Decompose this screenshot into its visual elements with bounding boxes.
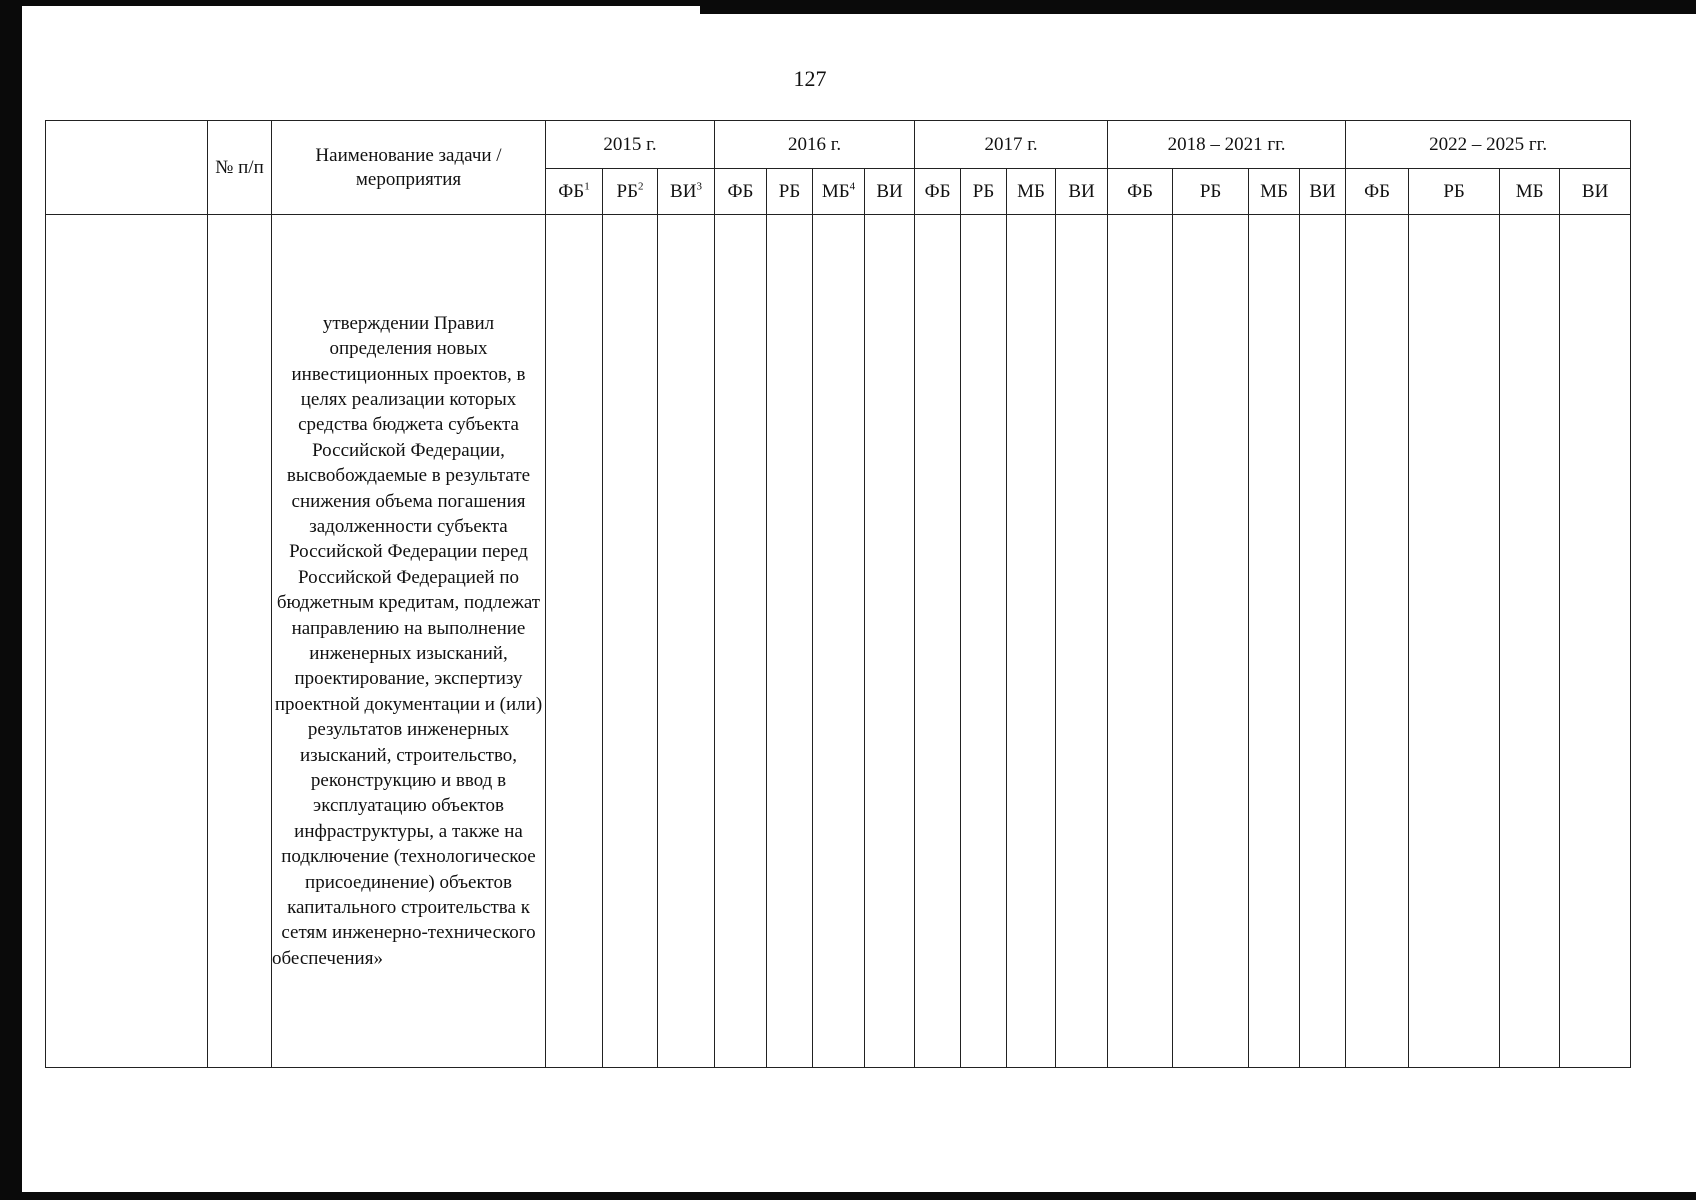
header-year-2022-2025: 2022 – 2025 гг.	[1346, 121, 1631, 169]
cell-fb-2018-2021	[1108, 215, 1173, 1068]
header-vi-2018-2021: ВИ	[1300, 169, 1346, 215]
header-year-2015: 2015 г.	[546, 121, 715, 169]
header-rb-2022-2025: РБ	[1409, 169, 1500, 215]
header-rb-2017: РБ	[961, 169, 1007, 215]
header-year-2017: 2017 г.	[915, 121, 1108, 169]
blank-left-header	[46, 121, 208, 215]
cell-rb-2017	[961, 215, 1007, 1068]
header-rb-2018-2021: РБ	[1173, 169, 1249, 215]
cell-mb-2018-2021	[1249, 215, 1300, 1068]
cell-mb-2022-2025	[1500, 215, 1560, 1068]
header-row-years	[46, 121, 1631, 169]
cell-vi-2016	[865, 215, 915, 1068]
cell-vi-2018-2021	[1300, 215, 1346, 1068]
header-vi-2015: $ВИ^3$	[658, 169, 715, 215]
cell-vi-2017	[1056, 215, 1108, 1068]
cell-rb-2015	[603, 215, 658, 1068]
row-number-cell	[208, 215, 272, 1068]
header-year-2016: 2016 г.	[715, 121, 915, 169]
row-description: утверждении Правил определения новых инвестиционных проектов, в целях реализации которых средства бюджета субъекта Российской Федерации, высвобождаемые в результате снижения объема погашения задолженности субъекта Российской Федерации перед Российской Федерацией по бюджетным кредитам, подлежат направлению на выполнение инженерных изысканий, проектирование, экспертизу проектной документации и (или) результатов инженерных изысканий, строительство, реконструкцию и ввод в эксплуатацию объектов инфраструктуры, а также на подключение (технологическое присоединение) объектов капитального строительства к сетям инженерно-технического обеспечения»	[272, 215, 546, 1068]
header-fb-2018-2021: ФБ	[1108, 169, 1173, 215]
blank-left-cell	[46, 215, 208, 1068]
cell-fb-2015	[546, 215, 603, 1068]
header-year-2018-2021: 2018 – 2021 гг.	[1108, 121, 1346, 169]
header-rb-2015: $РБ^2$	[603, 169, 658, 215]
header-number-col: № п/п	[208, 121, 272, 215]
cell-mb-2016	[813, 215, 865, 1068]
scan-border-left	[0, 0, 22, 1200]
page-number: 127	[793, 66, 827, 91]
cell-fb-2017	[915, 215, 961, 1068]
header-mb-2017: МБ	[1007, 169, 1056, 215]
header-vi-2017: ВИ	[1056, 169, 1108, 215]
header-fb-2016: ФБ	[715, 169, 767, 215]
header-fb-2015: $ФБ^1$	[546, 169, 603, 215]
budget-table	[45, 120, 1631, 1068]
header-vi-2016: ВИ	[865, 169, 915, 215]
header-rb-2016: РБ	[767, 169, 813, 215]
scan-border-bottom	[0, 1192, 1696, 1200]
cell-rb-2018-2021	[1173, 215, 1249, 1068]
scan-border-top-inner	[700, 6, 1696, 14]
cell-mb-2017	[1007, 215, 1056, 1068]
cell-rb-2022-2025	[1409, 215, 1500, 1068]
cell-vi-2015	[658, 215, 715, 1068]
header-mb-2016: $МБ^4$	[813, 169, 865, 215]
cell-rb-2016	[767, 215, 813, 1068]
table-row	[46, 215, 1631, 1068]
header-vi-2022-2025: ВИ	[1560, 169, 1631, 215]
header-mb-2022-2025: МБ	[1500, 169, 1560, 215]
header-fb-2017: ФБ	[915, 169, 961, 215]
cell-vi-2022-2025	[1560, 215, 1631, 1068]
header-fb-2022-2025: ФБ	[1346, 169, 1409, 215]
cell-fb-2016	[715, 215, 767, 1068]
header-name-col: Наименование задачи / мероприятия	[272, 121, 546, 215]
cell-fb-2022-2025	[1346, 215, 1409, 1068]
header-mb-2018-2021: МБ	[1249, 169, 1300, 215]
